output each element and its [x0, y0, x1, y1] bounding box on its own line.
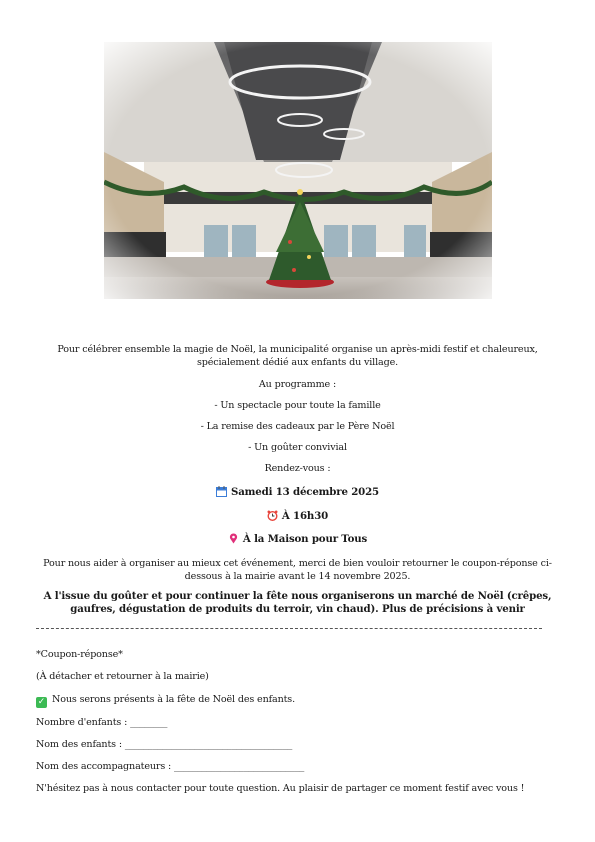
- event-time: À 16h30: [30, 510, 565, 523]
- location-pin-icon: [228, 533, 239, 544]
- rendezvous-title: Rendez-vous :: [264, 463, 331, 474]
- children-count-field[interactable]: Nombre d'enfants : ________: [36, 717, 168, 728]
- coupon-subtitle: (À détacher et retourner à la mairie): [36, 671, 209, 682]
- event-place: À la Maison pour Tous: [30, 533, 565, 546]
- alarm-clock-icon: [267, 510, 278, 521]
- companions-field[interactable]: Nom des accompagnateurs : ____________________________: [36, 761, 305, 772]
- help-text: Pour nous aider à organiser au mieux cet événement, merci de bien vouloir retourner le coupon-réponse ci-dessous à la mairie avant le 14 novembre 2025.: [43, 558, 552, 582]
- event-hall-photo: [104, 42, 492, 299]
- intro-text: Pour célébrer ensemble la magie de Noël, la municipalité organise un après-midi festif et chaleureux, spécialement dédié aux enfants du village.: [57, 344, 538, 368]
- event-date: Samedi 13 décembre 2025: [30, 486, 565, 499]
- presence-line: ✓ Nous serons présents à la fête de Noël des enfants.: [37, 694, 295, 707]
- cut-line-divider: [36, 628, 542, 629]
- market-text: A l'issue du goûter et pour continuer la fête nous organiserons un marché de Noël (crêpes, gaufres, dégustation de produits du terroir, vin chaud). Plus de précisions à venir: [43, 590, 552, 615]
- checkbox-checked-icon[interactable]: ✓: [37, 697, 46, 707]
- coupon-title: *Coupon-réponse*: [36, 649, 123, 660]
- calendar-icon: [216, 486, 227, 497]
- program-item-gifts: - La remise des cadeaux par le Père Noël: [200, 421, 395, 432]
- closing-text: N'hésitez pas à nous contacter pour toute question. Au plaisir de partager ce moment festif avec vous !: [36, 783, 525, 794]
- program-item-snack: - Un goûter convivial: [248, 442, 347, 453]
- program-item-show: - Un spectacle pour toute la famille: [214, 400, 381, 411]
- program-title: Au programme :: [258, 379, 337, 390]
- children-names-field[interactable]: Nom des enfants : ____________________________________: [36, 739, 293, 750]
